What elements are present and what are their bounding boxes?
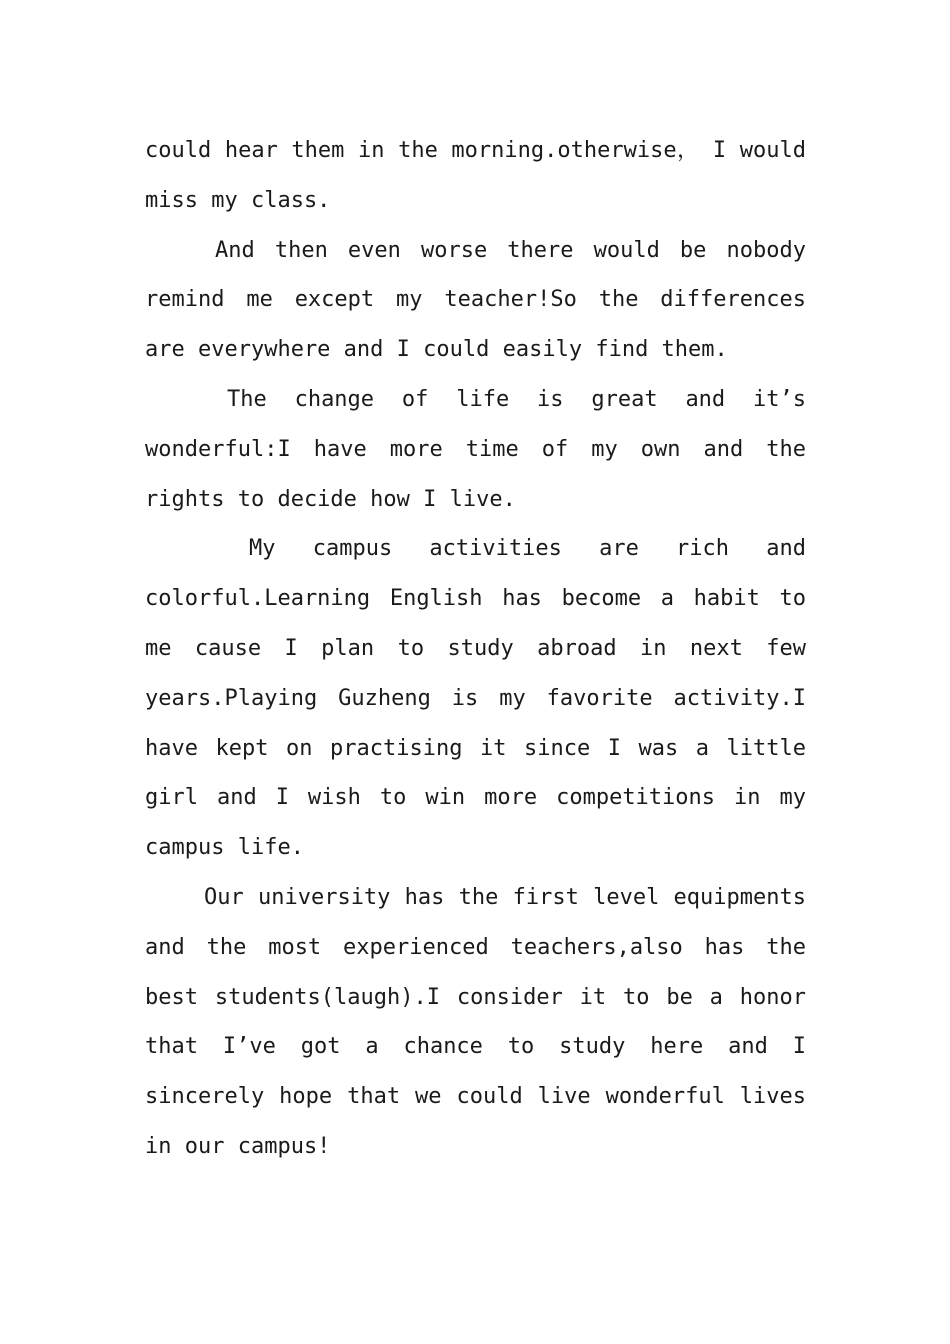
paragraph-3: The change of life is great and it’s wonderful:I have more time of my own and the rights to decide how I live. (145, 386, 806, 512)
paragraph-2: And then even worse there would be nobody remind me except my teacher!So the differences are everywhere and I could easily find them. (145, 237, 806, 363)
document-body (145, 126, 806, 1172)
paragraph-5: Our university has the first level equipments and the most experienced teachers,also has the best students(laugh).I consider it to be a honor that I’ve got a chance to study here and I sincerely hope that we could live wonderful lives in our campus! (145, 884, 806, 1159)
paragraph-4: My campus activities are rich and colorful.Learning English has become a habit to me cause I plan to study abroad in next few years.Playing Guzheng is my favorite activity.I have kept on practising it since I was a little girl and I wish to win more competitions in my campus life. (145, 536, 806, 861)
paragraph-1: could hear them in the morning.otherwise， I would miss my class. (145, 138, 806, 213)
